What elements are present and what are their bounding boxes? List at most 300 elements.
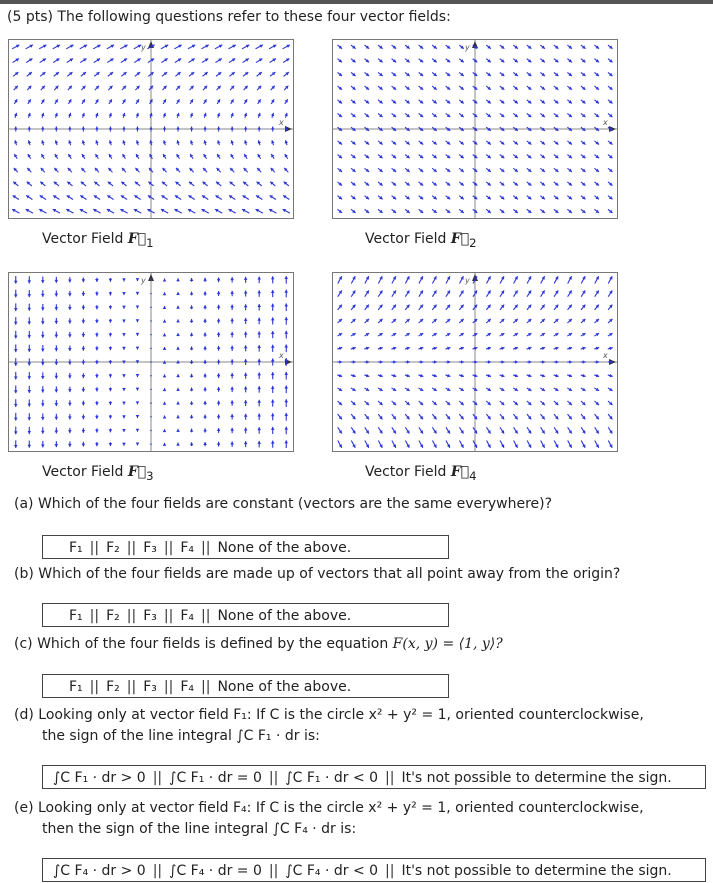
field-arrow — [136, 388, 140, 391]
field-arrow — [190, 168, 194, 172]
field-arrow — [540, 209, 545, 213]
field-arrow — [27, 86, 31, 90]
field-arrow — [136, 333, 140, 336]
field-arrow — [527, 427, 531, 433]
field-arrow — [41, 372, 45, 379]
field-arrow — [364, 333, 369, 336]
field-arrow — [500, 72, 505, 76]
field-arrow — [216, 182, 221, 186]
field-arrow — [109, 429, 113, 433]
option-c-none[interactable]: None of the above. — [217, 679, 352, 695]
field-arrow — [95, 319, 99, 323]
field-arrow — [567, 374, 572, 377]
field-arrow — [201, 45, 208, 49]
field-arrow — [446, 196, 451, 200]
field-arrow — [391, 360, 396, 364]
field-arrow — [176, 99, 179, 104]
field-arrow — [163, 127, 167, 132]
option-c-f4[interactable]: F₄ — [180, 679, 194, 695]
field-arrow — [107, 195, 113, 199]
field-arrow — [136, 401, 140, 404]
field-arrow — [284, 317, 288, 325]
field-arrow — [581, 276, 585, 283]
field-arrow — [107, 58, 113, 62]
field-arrow — [41, 113, 44, 118]
field-arrow — [594, 182, 599, 186]
option-a-f2[interactable]: F₂ — [106, 540, 120, 556]
option-b-f2[interactable]: F₂ — [106, 608, 120, 624]
field-arrow — [513, 374, 518, 377]
field-arrow — [27, 304, 31, 311]
field-arrow — [284, 331, 288, 339]
field-arrow — [459, 401, 463, 405]
option-e-undetermined[interactable]: It's not possible to determine the sign. — [401, 863, 672, 879]
field-arrow — [95, 291, 99, 295]
field-arrow — [419, 72, 424, 76]
field-arrow — [459, 333, 464, 336]
field-arrow — [244, 113, 247, 118]
field-arrow — [392, 209, 397, 213]
field-arrow — [82, 113, 85, 118]
field-arrow — [541, 441, 545, 448]
field-arrow — [540, 59, 545, 63]
field-arrow — [136, 154, 139, 159]
field-arrow — [80, 45, 87, 49]
field-arrow — [270, 72, 275, 76]
field-arrow — [284, 290, 288, 298]
field-arrow — [486, 388, 491, 391]
field-arrow — [608, 209, 613, 213]
field-arrow — [527, 209, 532, 213]
field-arrow — [40, 195, 46, 199]
field-arrow — [95, 154, 98, 159]
field-arrow — [500, 100, 505, 104]
field-arrow — [567, 168, 572, 172]
field-arrow — [392, 388, 397, 391]
option-c-f2[interactable]: F₂ — [106, 679, 120, 695]
field-arrow — [284, 344, 288, 352]
field-arrow — [14, 140, 17, 145]
field-arrow — [405, 427, 409, 433]
field-arrow — [95, 86, 99, 90]
field-arrow — [338, 305, 342, 310]
field-arrow — [500, 276, 504, 283]
field-arrow — [27, 372, 31, 379]
field-arrow — [284, 86, 288, 90]
field-arrow — [405, 290, 409, 296]
field-arrow — [419, 155, 424, 159]
field-arrow — [270, 58, 276, 62]
field-arrow — [365, 155, 370, 159]
field-arrow — [68, 373, 72, 378]
field-arrow — [527, 276, 531, 283]
field-arrow — [190, 319, 194, 323]
field-arrow — [244, 304, 248, 310]
field-arrow — [283, 195, 289, 199]
field-arrow — [150, 389, 152, 391]
field-arrow — [486, 45, 491, 49]
field-arrow — [68, 127, 72, 132]
field-arrow — [244, 318, 248, 324]
field-arrow — [215, 209, 222, 213]
field-arrow — [244, 291, 248, 297]
field-arrow — [230, 414, 234, 419]
field-arrow — [13, 182, 18, 186]
field-arrow — [163, 333, 167, 336]
field-arrow — [271, 427, 275, 434]
field-arrow — [419, 414, 423, 419]
field-arrow — [122, 99, 125, 104]
field-arrow — [55, 277, 59, 283]
field-arrow — [418, 347, 423, 350]
field-arrow — [135, 182, 140, 186]
field-arrow — [337, 333, 342, 336]
field-arrow — [540, 141, 545, 145]
field-arrow — [41, 86, 45, 90]
field-arrow — [243, 195, 249, 199]
field-arrow — [365, 141, 370, 145]
field-arrow — [445, 360, 450, 364]
field-arrow — [554, 209, 559, 213]
field-arrow — [459, 86, 464, 90]
field-arrow — [459, 276, 463, 283]
field-arrow — [228, 45, 235, 49]
field-arrow — [217, 127, 221, 132]
field-arrow — [541, 427, 545, 433]
field-arrow — [365, 45, 370, 49]
field-arrow — [459, 441, 463, 448]
field-arrow — [136, 415, 140, 418]
field-arrow — [244, 345, 248, 351]
field-arrow — [486, 209, 491, 213]
field-arrow — [486, 305, 490, 310]
field-arrow — [486, 196, 491, 200]
field-arrow — [487, 441, 491, 448]
field-arrow — [446, 59, 451, 63]
field-arrow — [271, 413, 275, 420]
field-arrow — [109, 388, 113, 392]
field-arrow — [270, 195, 276, 199]
field-arrow — [513, 333, 518, 336]
field-arrow — [513, 155, 518, 159]
field-arrow — [203, 442, 207, 446]
field-arrow — [121, 72, 126, 76]
field-arrow — [378, 72, 383, 76]
field-arrow — [136, 292, 140, 295]
field-arrow — [230, 99, 233, 104]
field-arrow — [378, 305, 382, 310]
field-arrow — [337, 86, 342, 90]
field-arrow — [351, 276, 355, 283]
field-arrow — [217, 401, 221, 406]
field-arrow — [136, 319, 140, 322]
field-arrow — [13, 72, 18, 76]
field-arrow — [392, 182, 397, 186]
field-arrow — [203, 113, 206, 118]
field-arrow — [594, 72, 599, 76]
field-arrow — [540, 414, 544, 419]
field-arrow — [176, 347, 180, 350]
field-arrow — [230, 182, 235, 186]
option-a-f1[interactable]: F₁ — [69, 540, 83, 556]
field-arrow — [14, 399, 18, 407]
field-arrow — [257, 386, 261, 393]
field-arrow — [109, 113, 112, 118]
field-arrow — [217, 332, 221, 337]
field-arrow — [203, 305, 207, 309]
field-arrow — [540, 196, 545, 200]
field-arrow — [284, 72, 289, 76]
field-arrow — [122, 415, 126, 418]
field-arrow — [608, 319, 612, 323]
option-a-f3[interactable]: F₃ — [143, 540, 157, 556]
field-arrow — [68, 441, 72, 446]
field-arrow — [405, 59, 410, 63]
field-arrow — [121, 58, 127, 62]
field-arrow — [446, 427, 450, 433]
field-arrow — [203, 278, 207, 282]
intro-text: (5 pts) The following questions refer to these four vector fields: — [7, 9, 451, 25]
field-arrow — [527, 182, 532, 186]
option-b-f4[interactable]: F₄ — [180, 608, 194, 624]
field-arrow — [581, 347, 586, 350]
field-arrow — [608, 182, 613, 186]
field-arrow — [419, 182, 424, 186]
field-arrow — [554, 113, 559, 117]
field-arrow — [594, 388, 599, 391]
field-arrow — [67, 195, 73, 199]
option-c-f1[interactable]: F₁ — [69, 679, 83, 695]
field-arrow — [54, 113, 57, 118]
option-e-positive[interactable]: ∫C F₄ · dr > 0 — [53, 863, 146, 879]
field-arrow — [244, 359, 248, 365]
field-arrow — [82, 387, 86, 392]
field-arrow — [244, 168, 248, 172]
field-arrow — [594, 401, 598, 405]
field-arrow — [82, 140, 85, 145]
field-arrow — [554, 414, 558, 419]
field-arrow — [405, 333, 410, 336]
field-arrow — [446, 441, 450, 448]
field-arrow — [594, 86, 599, 90]
field-arrow — [175, 182, 180, 186]
field-arrow — [190, 86, 194, 90]
field-arrow — [567, 209, 572, 213]
field-arrow — [446, 141, 451, 145]
field-arrow — [203, 168, 207, 172]
field-arrow — [177, 154, 180, 159]
field-arrow — [107, 209, 114, 213]
field-arrow — [93, 45, 100, 49]
option-b-f1[interactable]: F₁ — [69, 608, 83, 624]
field-arrow — [446, 276, 450, 283]
field-arrow — [608, 347, 613, 350]
field-arrow — [95, 401, 99, 405]
field-arrow — [527, 401, 531, 405]
field-arrow — [554, 100, 559, 104]
field-arrow — [378, 86, 383, 90]
field-arrow — [432, 319, 436, 323]
field-arrow — [527, 72, 532, 76]
option-a-f4[interactable]: F₄ — [180, 540, 194, 556]
field-arrow — [432, 388, 437, 391]
field-arrow — [608, 427, 612, 433]
field-arrow — [338, 441, 342, 448]
field-arrow — [351, 374, 356, 377]
field-arrow — [216, 72, 221, 76]
field-arrow — [486, 414, 490, 419]
field-arrow — [68, 168, 72, 172]
field-arrow — [176, 415, 180, 418]
field-arrow — [14, 317, 18, 325]
field-arrow — [567, 72, 572, 76]
field-arrow — [459, 59, 464, 63]
field-arrow — [567, 401, 571, 405]
field-arrow — [271, 140, 274, 145]
field-arrow — [271, 168, 275, 172]
option-e-negative[interactable]: ∫C F₄ · dr < 0 — [285, 863, 379, 879]
field-arrow — [203, 86, 207, 90]
field-arrow — [95, 387, 99, 391]
field-arrow — [55, 291, 59, 297]
field-arrow — [55, 359, 59, 365]
field-arrow — [419, 441, 423, 448]
field-arrow — [244, 427, 248, 433]
caption-vector-field-3: Vector Field $F⃗_3$ — [42, 464, 154, 483]
field-arrow — [68, 346, 72, 351]
field-arrow — [581, 319, 585, 323]
field-arrow — [174, 209, 181, 213]
caption-vector-field-2: Vector Field $F⃗_2$ — [365, 231, 477, 250]
field-arrow — [378, 168, 383, 172]
field-arrow — [338, 319, 342, 323]
field-arrow — [136, 374, 140, 377]
field-arrow — [513, 113, 518, 117]
field-arrow — [540, 347, 545, 350]
option-e-zero[interactable]: ∫C F₄ · dr = 0 — [169, 863, 262, 879]
field-arrow — [554, 305, 558, 310]
option-d-undetermined[interactable]: It's not possible to determine the sign. — [401, 770, 672, 786]
field-arrow — [163, 306, 167, 309]
option-d-negative[interactable]: ∫C F₁ · dr < 0 — [285, 770, 379, 786]
field-arrow — [568, 305, 572, 310]
field-arrow — [378, 209, 383, 213]
field-arrow — [257, 277, 261, 284]
field-arrow — [94, 195, 100, 199]
option-a-none[interactable]: None of the above. — [217, 540, 352, 556]
field-arrow — [215, 45, 222, 49]
field-arrow — [284, 372, 288, 380]
field-arrow — [378, 276, 382, 283]
field-arrow — [284, 413, 288, 421]
field-arrow — [27, 441, 31, 448]
field-arrow — [163, 279, 167, 282]
option-d-zero[interactable]: ∫C F₁ · dr = 0 — [169, 770, 262, 786]
field-arrow — [256, 45, 263, 49]
field-arrow — [136, 442, 140, 445]
field-arrow — [202, 182, 207, 186]
field-arrow — [269, 209, 276, 213]
field-arrow — [554, 347, 559, 350]
field-arrow — [500, 319, 504, 323]
option-d-positive[interactable]: ∫C F₁ · dr > 0 — [53, 770, 146, 786]
field-arrow — [567, 59, 572, 63]
field-arrow — [432, 72, 437, 76]
field-arrow — [459, 388, 464, 391]
field-arrow — [594, 113, 599, 117]
field-arrow — [365, 72, 370, 76]
field-arrow — [150, 279, 152, 281]
field-arrow — [527, 113, 532, 117]
field-arrow — [28, 99, 31, 104]
field-arrow — [189, 182, 194, 186]
field-arrow — [54, 182, 59, 186]
field-arrow — [392, 72, 397, 76]
field-arrow — [514, 441, 518, 448]
field-arrow — [229, 58, 235, 62]
field-arrow — [270, 182, 275, 186]
field-arrow — [608, 100, 613, 104]
field-arrow — [150, 320, 152, 322]
field-arrow — [473, 347, 478, 350]
field-arrow — [446, 414, 450, 419]
field-arrow — [244, 154, 247, 159]
field-arrow — [136, 347, 140, 350]
field-arrow — [608, 72, 613, 76]
field-arrow — [217, 414, 221, 419]
field-arrow — [540, 401, 544, 405]
field-arrow — [163, 415, 167, 418]
field-arrow — [41, 99, 44, 104]
field-arrow — [405, 155, 410, 159]
option-c-f3[interactable]: F₃ — [143, 679, 157, 695]
field-arrow — [351, 168, 356, 172]
field-arrow — [351, 155, 356, 159]
field-arrow — [80, 58, 86, 62]
field-arrow — [188, 58, 194, 62]
field-arrow — [55, 441, 59, 447]
field-arrow — [459, 360, 464, 364]
field-arrow — [378, 113, 383, 117]
field-arrow — [594, 360, 599, 364]
field-arrow — [109, 140, 112, 145]
field-arrow — [364, 374, 369, 377]
field-arrow — [432, 374, 437, 377]
field-arrow — [257, 441, 261, 448]
field-arrow — [53, 45, 60, 49]
field-arrow — [271, 290, 275, 297]
field-arrow — [136, 99, 139, 104]
field-arrow — [392, 196, 397, 200]
field-arrow — [527, 333, 532, 336]
field-arrow — [392, 276, 396, 283]
field-arrow — [581, 305, 585, 310]
field-arrow — [230, 428, 234, 433]
field-arrow — [337, 72, 342, 76]
field-arrow — [419, 319, 423, 323]
field-arrow — [554, 59, 559, 63]
option-b-f3[interactable]: F₃ — [143, 608, 157, 624]
field-arrow — [418, 374, 423, 377]
field-arrow — [351, 347, 356, 350]
field-arrow — [513, 388, 518, 391]
field-arrow — [14, 127, 18, 132]
field-arrow — [513, 414, 517, 419]
field-arrow — [41, 345, 45, 352]
field-arrow — [271, 331, 275, 338]
option-b-none[interactable]: None of the above. — [217, 608, 352, 624]
field-arrow — [405, 209, 410, 213]
